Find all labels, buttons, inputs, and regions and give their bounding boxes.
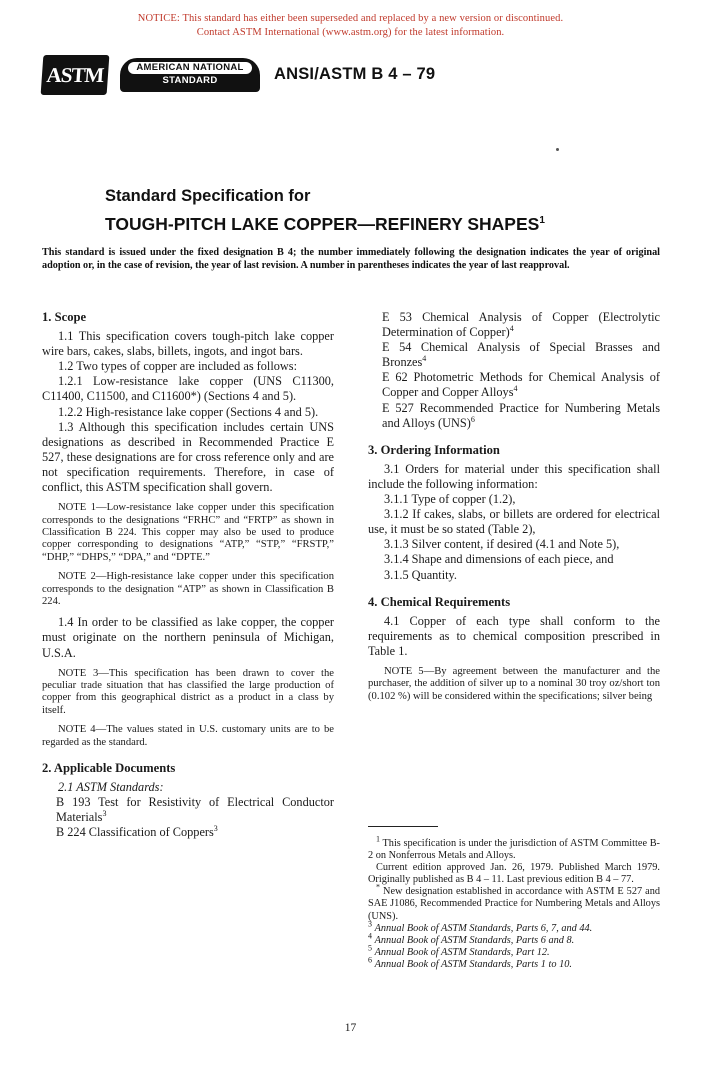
heading-scope: 1. Scope — [42, 310, 87, 324]
paragraph-1-2: 1.2 Two types of copper are included as follows: — [58, 359, 297, 374]
masthead — [42, 55, 662, 101]
ansi-badge-line-2: STANDARD — [162, 75, 218, 86]
footnote-3-marker: 3 — [368, 919, 372, 929]
note-2: NOTE 2—High-resistance lake copper under this specification corresponds to the designation “ATP” as shown in Classification B 224. — [42, 571, 334, 607]
reference-b193 — [42, 795, 334, 825]
footnote-5 — [368, 943, 660, 959]
footnote-3 — [368, 919, 660, 935]
heading-chemical-requirements: 4. Chemical Requirements — [368, 594, 511, 609]
reference-e54-text: E 54 Chemical Analysis of Special Brasses and Bronzes — [382, 340, 660, 370]
paragraph-2-1: 2.1 ASTM Standards: — [58, 780, 164, 795]
note-3: NOTE 3—This specification has been drawn to cover the peculiar trade situation that has classified the large production of copper from this geographical district as a product in a class by itself. — [42, 667, 334, 716]
footnote-4 — [368, 931, 660, 947]
notice-line-1: NOTICE: This standard has either been superseded and replaced by a new version or discontinued. — [137, 13, 564, 24]
footnote-6-marker: 6 — [368, 955, 372, 965]
paragraph-3-1: 3.1 Orders for material under this specification shall include the following information: — [368, 461, 660, 491]
footnote-4-marker: 4 — [368, 931, 372, 941]
footnote-2 — [368, 882, 660, 922]
paragraph-1-2-2: 1.2.2 High-resistance lake copper (Sections 4 and 5). — [58, 404, 319, 419]
reference-e527-text: E 527 Recommended Practice for Numbering Metals and Alloys (UNS) — [382, 400, 660, 430]
note-5: NOTE 5—By agreement between the manufacturer and the purchaser, the addition of silver up to a nominal 30 troy oz/short ton (0.102 %) will be considered within the specifications; silver being — [368, 665, 660, 702]
notice-line-2: Contact ASTM International (www.astm.org) for the latest information. — [196, 27, 505, 38]
paragraph-1-3: 1.3 Although this specification includes certain UNS designations as described in Recommended Practice E 527, these designations are for cross reference only and are not specification requirements. Therefore, in case of conflict, this ASTM specification shall govern. — [42, 419, 334, 495]
standard-designation: ANSI/ASTM B 4 – 79 — [274, 65, 436, 83]
page-dot-mark — [556, 148, 559, 151]
reference-e53-text: E 53 Chemical Analysis of Copper (Electrolytic Determination of Copper) — [382, 310, 660, 340]
footnote-1 — [368, 834, 660, 862]
right-column — [368, 310, 660, 703]
page-number: 17 — [344, 1022, 357, 1034]
paragraph-1-4: 1.4 In order to be classified as lake copper, the copper must originate on the northern peninsula of Michigan, U.S.A. — [42, 615, 334, 660]
reference-e62-text: E 62 Photometric Methods for Chemical Analysis of Copper and Copper Alloys — [382, 370, 660, 400]
reference-b193-marker: 3 — [102, 809, 107, 819]
footnote-6-text: Annual Book of ASTM Standards, Parts 1 to 10. — [374, 958, 572, 970]
footnote-1-text: This specification is under the jurisdiction of ASTM Committee B-2 on Nonferrous Metals and Alloys. — [368, 838, 660, 862]
footnote-4-text: Annual Book of ASTM Standards, Parts 6 and 8. — [374, 934, 575, 946]
footnote-2-marker: * — [376, 882, 380, 892]
footnote-separator-rule — [368, 826, 438, 827]
standard-title — [105, 211, 605, 237]
paragraph-4-1: 4.1 Copper of each type shall conform to the requirements as to chemical composition prescribed in Table 1. — [368, 613, 660, 658]
paragraph-3-1-2: 3.1.2 If cakes, slabs, or billets are ordered for electrical use, it must be so stated (Table 2), — [368, 507, 660, 537]
reference-e527 — [368, 401, 660, 431]
reference-b193-text: B 193 Test for Resistivity of Electrical Conductor Materials — [56, 795, 334, 825]
ansi-badge-line-1: AMERICAN NATIONAL — [128, 62, 252, 74]
reference-e53 — [368, 310, 660, 340]
reference-e527-marker: 6 — [470, 414, 475, 424]
heading-ordering-information: 3. Ordering Information — [368, 442, 500, 457]
footnote-1-marker: 1 — [376, 834, 380, 844]
heading-applicable-documents: 2. Applicable Documents — [42, 761, 176, 776]
reference-b224-text: B 224 Classification of Coppers — [56, 825, 214, 840]
paragraph-1-2-1: 1.2.1 Low-resistance lake copper (UNS C11300, C11400, C11500, and C11600*) (Sections 4 and 5). — [42, 374, 334, 404]
title-block — [105, 185, 605, 237]
footnote-5-marker: 5 — [368, 943, 372, 953]
standard-title-prefix: Standard Specification for — [105, 187, 311, 205]
footnote-6 — [368, 955, 660, 971]
reference-e62 — [368, 370, 660, 400]
footnote-1b: Current edition approved Jan. 26, 1979. Published March 1979. Originally published as B 4 – 11. Last previous edition B 4 – 77. — [368, 862, 660, 886]
footnote-3-text: Annual Book of ASTM Standards, Parts 6, 7, and 44. — [374, 922, 593, 934]
note-4: NOTE 4—The values stated in U.S. customary units are to be regarded as the standard. — [42, 724, 334, 748]
american-national-standard-badge — [120, 58, 260, 92]
footnotes — [368, 834, 660, 971]
astm-logo: ASTM — [41, 55, 110, 95]
reference-e54-marker: 4 — [422, 354, 427, 364]
paragraph-3-1-4: 3.1.4 Shape and dimensions of each piece, and — [384, 552, 614, 567]
standard-title-text: TOUGH-PITCH LAKE COPPER—REFINERY SHAPES — [105, 214, 540, 234]
left-column — [42, 310, 334, 841]
reference-b224 — [42, 825, 334, 840]
reference-e62-marker: 4 — [513, 384, 518, 394]
standard-title-footnote-marker: 1 — [539, 215, 545, 227]
paragraph-3-1-3: 3.1.3 Silver content, if desired (4.1 and Note 5), — [384, 537, 620, 552]
reference-e53-marker: 4 — [509, 324, 514, 333]
note-1: NOTE 1—Low-resistance lake copper under this specification corresponds to the designations “FRHC” and “FRTP” as shown in Classification B 224. This copper may also be used to produce copper corresponding to designations “ATP,” “STP,” “FRSTP,” “DHP,” “DHPS,” “DPA,” and “DPTE.” — [42, 502, 334, 563]
paragraph-1-1: 1.1 This specification covers tough-pitch lake copper wire bars, cakes, slabs, billets, ingots, and ingot bars. — [42, 329, 334, 359]
supersession-notice — [0, 12, 701, 40]
standard-issue-note: This standard is issued under the fixed designation B 4; the number immediately following the designation indicates the year of original adoption or, in the case of revision, the year of last revision. A number in parentheses indicates the year of last reapproval. — [42, 247, 660, 271]
footnote-2-text: New designation established in accordance with ASTM E 527 and SAE J1086, Recommended Practice for Numbering Metals and Alloys (UNS). — [368, 886, 660, 922]
paragraph-3-1-1: 3.1.1 Type of copper (1.2), — [384, 492, 516, 507]
reference-b224-marker: 3 — [213, 824, 218, 834]
footnote-5-text: Annual Book of ASTM Standards, Part 12. — [374, 946, 550, 958]
reference-e54 — [368, 340, 660, 370]
paragraph-3-1-5: 3.1.5 Quantity. — [384, 567, 457, 582]
